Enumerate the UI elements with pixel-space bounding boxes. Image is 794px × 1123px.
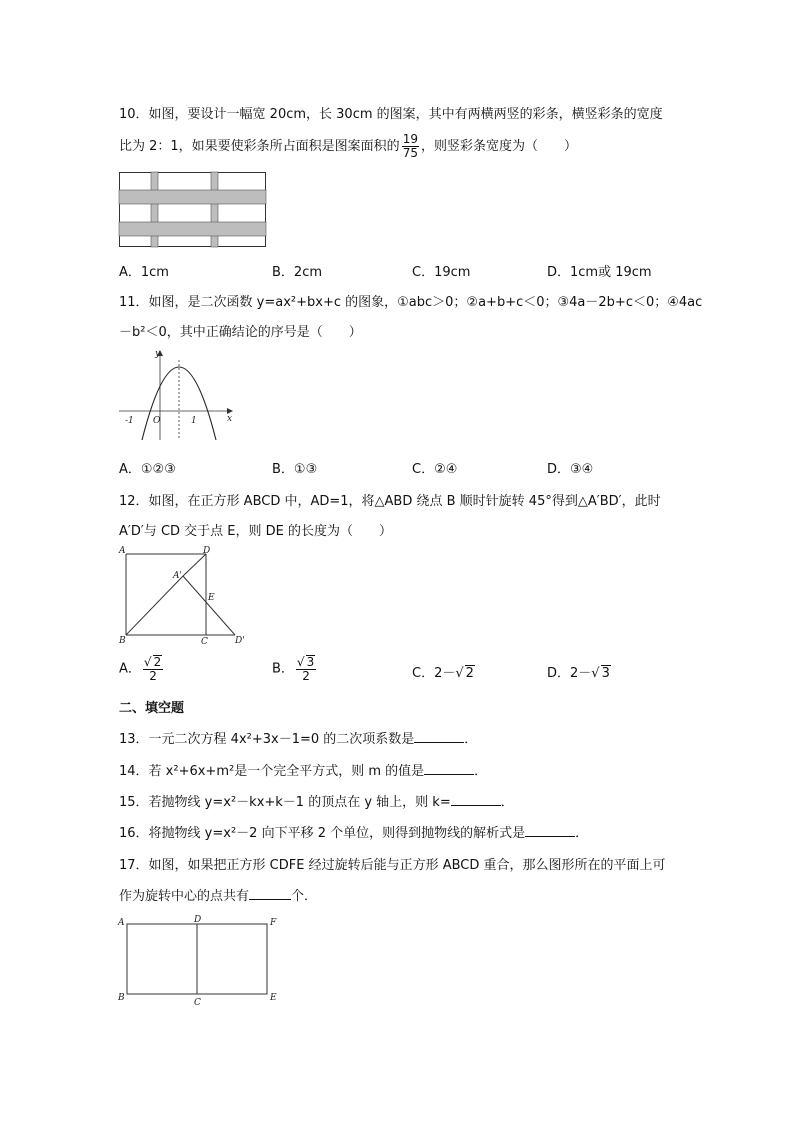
q10-fraction-denominator: 75 xyxy=(402,146,418,160)
q11-tick-neg1: -1 xyxy=(125,416,134,426)
q10-fraction-numerator: 19 xyxy=(402,132,418,146)
q10-fraction xyxy=(402,133,419,160)
q16-text: 16．将抛物线 y=x²－2 向下平移 2 个单位，则得到抛物线的解析式是 ． xyxy=(119,826,589,841)
q10-option-b: B．2cm xyxy=(272,265,323,280)
q12-label-D: D xyxy=(203,546,211,556)
q12-text-line2: A′D′与 CD 交于点 E，则 DE 的长度为（ ） xyxy=(119,524,392,539)
q17-label-D: D xyxy=(194,915,202,925)
q11-option-a: A．①②③ xyxy=(119,462,176,477)
q10-text-pre: 比为 2：1，如果要使彩条所占面积是图案面积的 xyxy=(119,139,400,154)
q12-option-a xyxy=(119,655,165,683)
q10-figure xyxy=(119,172,267,248)
q10-option-c: C．19cm xyxy=(412,265,471,280)
q17-answer-blank[interactable] xyxy=(249,887,291,900)
q12-text-line1: 12．如图，在正方形 ABCD 中，AD=1，将△ABD 绕点 B 顺时针旋转 45°得到△A′BD′，此时 xyxy=(119,494,661,509)
q10-text-line2 xyxy=(119,133,577,160)
q12-option-b xyxy=(272,655,318,683)
q17-label-E: E xyxy=(270,993,277,1003)
q11-tick-1: 1 xyxy=(191,416,197,426)
q11-parabola-graph xyxy=(119,348,237,440)
q11-x-axis-label: x xyxy=(227,414,233,424)
q11-origin-label: O xyxy=(153,416,161,426)
q14-text: 14．若 x²+6x+m²是一个完全平方式，则 m 的值是 ． xyxy=(119,764,488,779)
q11-y-axis-label: y xyxy=(155,349,161,359)
q17-label-A: A xyxy=(118,918,125,928)
q13-answer-blank[interactable] xyxy=(414,730,464,743)
q10-text-line1: 10．如图，要设计一幅宽 20cm，长 30cm 的图案，其中有两横两竖的彩条，横竖彩条的宽度 xyxy=(119,107,663,122)
q15-text: 15．若抛物线 y=x²－kx+k－1 的顶点在 y 轴上，则 k= ． xyxy=(119,795,514,810)
q12-option-b-fraction: $\frac{√ 3}{2}$ xyxy=(296,655,315,683)
q12-rotation-figure xyxy=(117,544,252,648)
q11-text-line1: 11．如图，是二次函数 y=ax²+bx+c 的图象，①abc＞0；②a+b+c＜0；③4a－2b+c＜0；④4ac xyxy=(119,295,703,310)
q17-label-F: F xyxy=(270,918,277,928)
q11-option-c: C．②④ xyxy=(412,462,458,477)
q12-label-C: C xyxy=(201,637,208,647)
q12-option-d: D．2－√ 3 xyxy=(547,666,610,681)
q12-label-A: A xyxy=(119,546,126,556)
q12-option-b-prefix: B． xyxy=(272,661,294,677)
q17-text-line1: 17．如图，如果把正方形 CDFE 经过旋转后能与正方形 ABCD 重合，那么图形所在的平面上可 xyxy=(119,858,666,873)
q17-label-B: B xyxy=(118,993,125,1003)
q12-option-d-radicand: 3 xyxy=(601,666,610,681)
section-title: 二、填空题 xyxy=(119,701,185,716)
q14-answer-blank[interactable] xyxy=(424,762,474,775)
q11-option-b: B．①③ xyxy=(272,462,318,477)
q12-label-D-prime: D' xyxy=(235,636,245,646)
q12-option-a-numerator: √ 2 xyxy=(143,655,162,669)
q10-text-post: ，则竖彩条宽度为（ ） xyxy=(420,139,577,154)
q12-option-c-radicand: 2 xyxy=(465,666,474,681)
q10-option-d: D．1cm或 19cm xyxy=(547,265,652,280)
q11-option-d: D．③④ xyxy=(547,462,594,477)
q12-label-B: B xyxy=(119,636,126,646)
q12-label-A-prime: A' xyxy=(173,571,182,581)
q11-text-line2: －b²＜0，其中正确结论的序号是（ ） xyxy=(119,325,362,340)
q12-option-a-fraction: $\frac{√ 2}{2}$ xyxy=(143,655,162,683)
q17-label-C: C xyxy=(194,998,201,1008)
q13-text: 13．一元二次方程 4x²+3x－1=0 的二次项系数是 ． xyxy=(119,732,478,747)
q17-text-line2: 作为旋转中心的点共有 个． xyxy=(119,889,318,904)
q15-answer-blank[interactable] xyxy=(451,793,501,806)
q16-answer-blank[interactable] xyxy=(525,824,575,837)
q12-option-c: C．2－√ 2 xyxy=(412,666,474,681)
q12-label-E: E xyxy=(208,593,215,603)
q12-option-b-numerator: √ 3 xyxy=(296,655,315,669)
q12-option-a-prefix: A． xyxy=(119,661,141,677)
q17-squares-figure xyxy=(117,914,279,1006)
q10-option-a: A．1cm xyxy=(119,265,169,280)
